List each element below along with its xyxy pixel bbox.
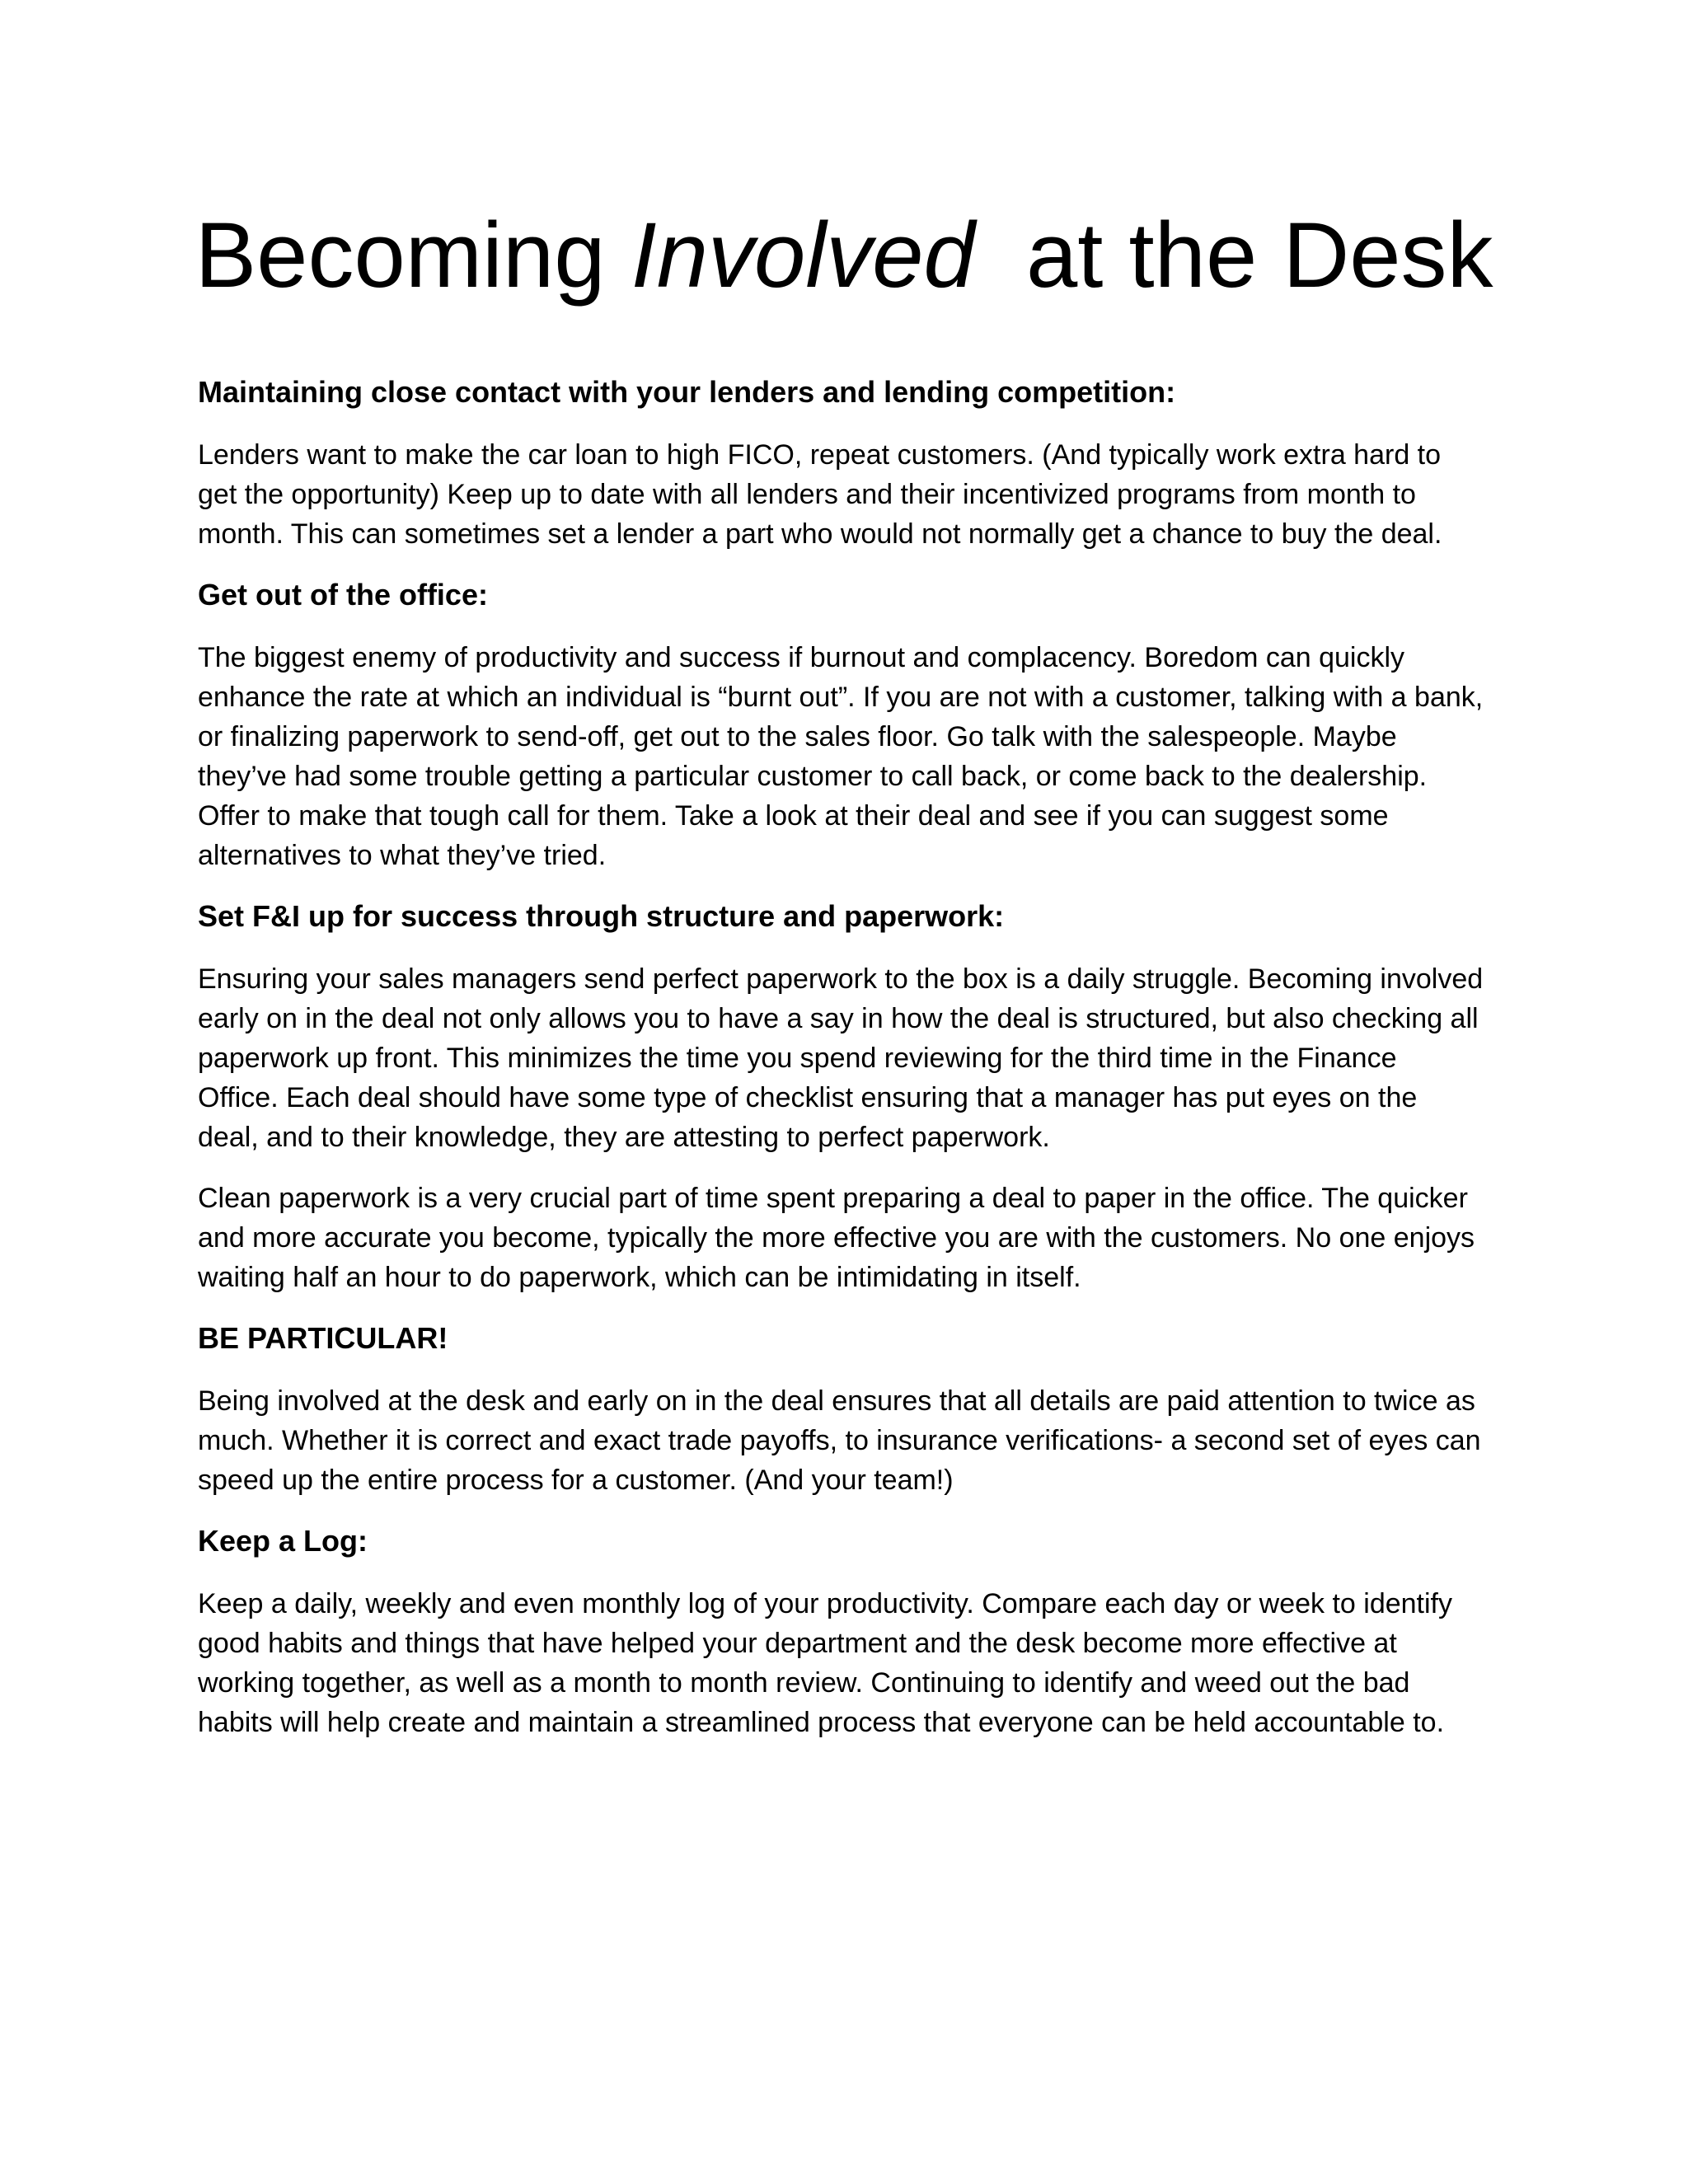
section-get-out bbox=[198, 575, 1484, 875]
section-heading: Get out of the office: bbox=[198, 578, 488, 612]
section-paragraph: Clean paperwork is a very crucial part of time spent preparing a deal to paper in the office. The quicker and more accurate you become, typically the more effective you are with the customers. No one enjoys waiting half an hour to do paperwork, which can be intimidating in itself. bbox=[198, 1183, 1475, 1293]
section-paragraph: The biggest enemy of productivity and success if burnout and complacency. Boredom can quickly enhance the rate at which an individual is “burnt out”. If you are not with a customer, talking with a bank, or finalizing paperwork to send-off, get out to the sales floor. Go talk with the salespeople. Maybe they’ve had some trouble getting a particular customer to call back, or come back to the dealership. Offer to make that tough call for them. Take a look at their deal and see if you can suggest some alternatives to what they’ve tried. bbox=[198, 642, 1484, 871]
section-heading: Maintaining close contact with your lenders and lending competition: bbox=[198, 375, 1176, 409]
section-paragraph: Being involved at the desk and early on in the deal ensures that all details are paid attention to twice as much. Whether it is correct and exact trade payoffs, to insurance verifications- a second set of eyes can speed up the entire process for a customer. (And your team!) bbox=[198, 1385, 1481, 1496]
section-be-particular bbox=[198, 1319, 1484, 1500]
document-body bbox=[198, 373, 1484, 1764]
section-paragraph: Lenders want to make the car loan to high FICO, repeat customers. (And typically work extra hard to get the opportunity) Keep up to date with all lenders and their incentivized programs from month to month. This can sometimes set a lender a part who would not normally get a chance to buy the deal. bbox=[198, 439, 1442, 550]
title-part-1: Becoming bbox=[195, 204, 606, 307]
section-lenders bbox=[198, 373, 1484, 554]
section-heading: Keep a Log: bbox=[198, 1524, 368, 1558]
section-paragraph: Ensuring your sales managers send perfect paperwork to the box is a daily struggle. Becoming involved early on in the deal not only allows you to have a say in how the deal is structured, but also checking all paperwork up front. This minimizes the time you spend reviewing for the third time in the Finance Office. Each deal should have some type of checklist ensuring that a manager has put eyes on the deal, and to their knowledge, they are attesting to perfect paperwork. bbox=[198, 963, 1484, 1153]
section-heading: BE PARTICULAR! bbox=[198, 1321, 448, 1355]
title-part-2: at the Desk bbox=[1026, 204, 1493, 307]
section-heading: Set F&I up for success through structure and paperwork: bbox=[198, 899, 1005, 933]
page-title bbox=[0, 198, 1688, 313]
section-paragraph: Keep a daily, weekly and even monthly log of your productivity. Compare each day or week to identify good habits and things that have helped your department and the desk become more effective at working together, as well as a month to month review. Continuing to identify and weed out the bad habits will help create and maintain a streamlined process that everyone can be held accountable to. bbox=[198, 1588, 1452, 1738]
section-structure bbox=[198, 897, 1484, 1297]
section-keep-log bbox=[198, 1521, 1484, 1742]
title-emphasis: Involved bbox=[631, 204, 975, 307]
